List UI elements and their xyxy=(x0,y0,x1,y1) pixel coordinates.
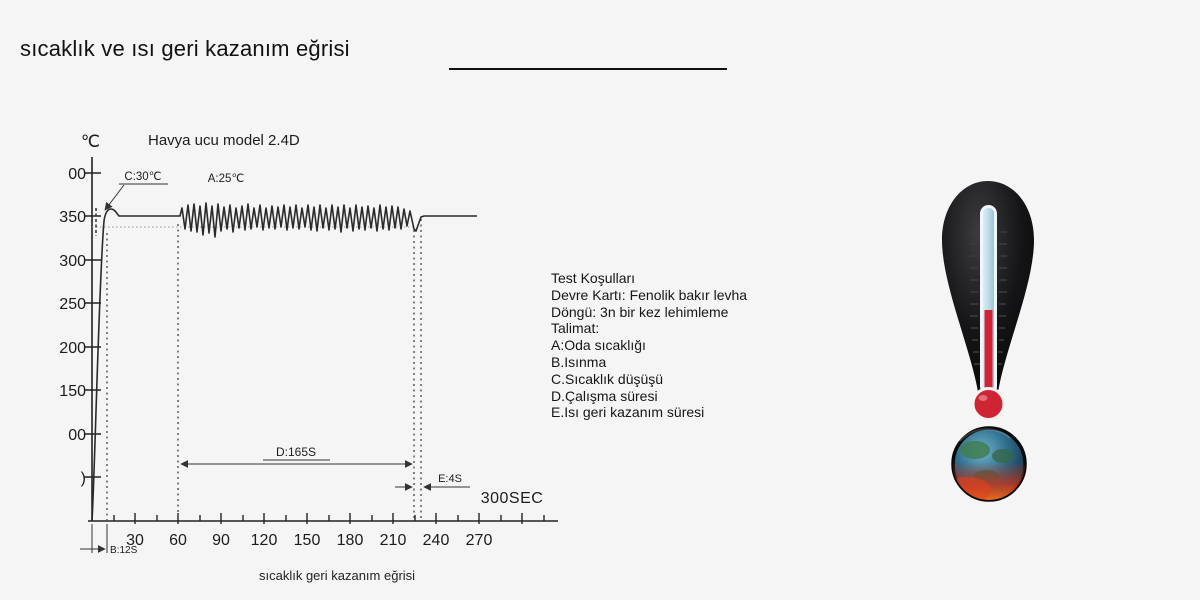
test-conditions-line: A:Oda sıcaklığı xyxy=(551,337,646,354)
x-label-270: 270 xyxy=(465,532,493,549)
y-label-150: 150 xyxy=(59,383,86,400)
bulb-highlight xyxy=(979,395,988,401)
y-label-50: ) xyxy=(80,470,86,487)
annotation-d xyxy=(181,445,412,464)
y-label-400: 00 xyxy=(68,166,86,183)
x-axis-ticks xyxy=(114,513,544,524)
y-axis-unit-label: ℃ xyxy=(80,132,100,151)
x-label-180: 180 xyxy=(336,532,364,549)
x-label-90: 90 xyxy=(212,532,230,549)
test-conditions-title: Test Koşulları xyxy=(551,270,636,286)
globe-dot xyxy=(943,428,1030,503)
y-label-100: 00 xyxy=(68,427,86,444)
e-label: E:4S xyxy=(438,473,462,485)
y-label-200: 200 xyxy=(59,340,86,357)
chart-model-label: Havya ucu model 2.4D xyxy=(148,132,300,149)
x-label-240: 240 xyxy=(422,532,450,549)
thermometer-bulb xyxy=(973,389,1004,420)
c-leader-arrow xyxy=(105,185,124,210)
y-axis-labels xyxy=(59,166,86,487)
test-conditions-line: D.Çalışma süresi xyxy=(551,387,658,404)
x-label-150: 150 xyxy=(293,532,321,549)
axes xyxy=(88,157,558,521)
annotation-e xyxy=(395,473,470,487)
c-label: C:30℃ xyxy=(124,171,162,183)
test-conditions-line: Döngü: 3n bir kez lehimleme xyxy=(551,303,729,320)
reference-lines xyxy=(92,208,421,521)
test-conditions-line: E.Isı geri kazanım süresi xyxy=(551,404,705,421)
test-conditions-block xyxy=(551,270,747,421)
footer-caption: sıcaklık geri kazanım eğrisi xyxy=(259,568,416,583)
test-conditions-line: C.Sıcaklık düşüşü xyxy=(551,370,664,387)
test-conditions-line: Devre Kartı: Fenolik bakır levha xyxy=(551,286,748,303)
globe-landmass xyxy=(960,441,990,459)
annotation-c xyxy=(105,171,168,210)
x-label-210: 210 xyxy=(379,532,407,549)
x-axis-labels xyxy=(126,532,492,549)
y-label-350: 350 xyxy=(59,209,86,226)
globe-landmass xyxy=(992,449,1014,463)
x-label-60: 60 xyxy=(169,532,187,549)
a-label: A:25℃ xyxy=(207,173,245,185)
test-conditions-line: Talimat: xyxy=(551,320,600,337)
thermometer-mercury-column xyxy=(985,310,993,396)
globe-fire-glow xyxy=(943,477,991,503)
thermometer-exclamation-graphic xyxy=(920,150,1065,520)
d-label: D:165S xyxy=(275,445,317,459)
temperature-recovery-chart xyxy=(30,100,580,565)
x-axis-end-label: 300SEC xyxy=(480,490,544,507)
y-label-300: 300 xyxy=(59,253,86,270)
x-label-120: 120 xyxy=(250,532,278,549)
temperature-curve xyxy=(92,203,477,521)
page-title: sıcaklık ve ısı geri kazanım eğrisi xyxy=(20,36,350,61)
test-conditions-line: B.Isınma xyxy=(551,353,607,370)
y-label-250: 250 xyxy=(59,296,86,313)
b-label: B:12S xyxy=(110,545,138,556)
x-label-30: 30 xyxy=(126,532,144,549)
title-underline xyxy=(449,68,727,70)
